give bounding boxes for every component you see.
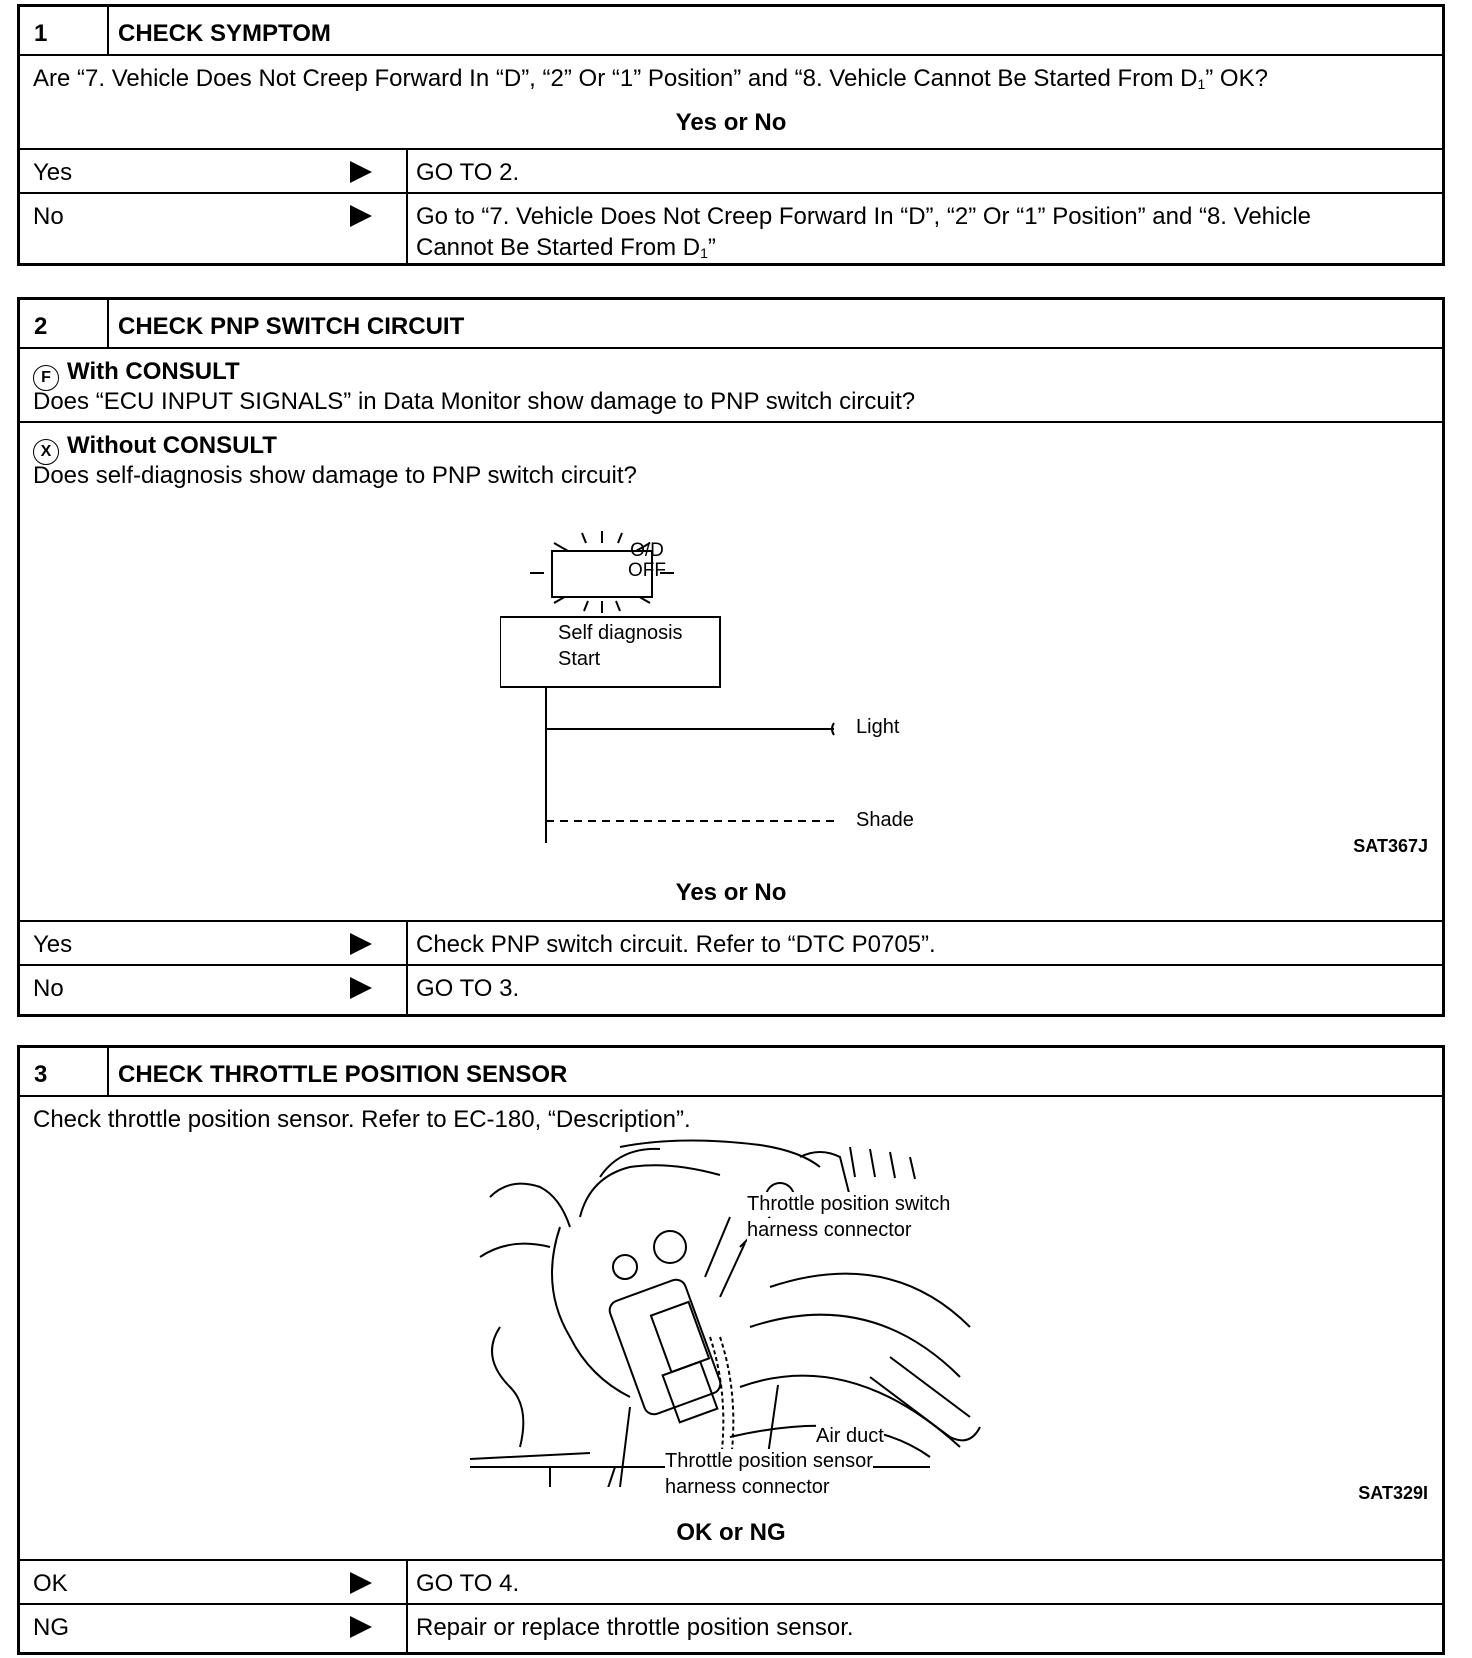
step3-ng-action: Repair or replace throttle position sensor. [416,1614,854,1641]
step3-ng-label: NG [33,1614,69,1641]
tp-sensor-connector-label-line2: harness connector [665,1476,830,1498]
step3-text: Check throttle position sensor. Refer to EC-180, “Description”. [33,1106,691,1133]
box-label-line2: Start [558,648,601,670]
step3-ok-divider [406,1561,408,1605]
throttle-sensor-illustration [470,1137,1000,1487]
step2-yes-divider [406,922,408,966]
step2-noconsult-text: Does self-diagnosis show damage to PNP switch circuit? [33,462,637,489]
tp-switch-connector-label-line2: harness connector [747,1219,912,1241]
step1-no-action-line1: Go to “7. Vehicle Does Not Creep Forward In “D”, “2” Or “1” Position” and “8. Vehicle [416,203,1312,230]
step2-divider [107,300,109,347]
tp-switch-connector-label-line1: Throttle position switch [747,1193,951,1215]
step1-box [17,4,1445,266]
arrow-icon [350,933,372,955]
step3-box [17,1045,1445,1655]
step3-ok-row [20,1559,1442,1605]
step1-no-action-line2: Cannot Be Started From $D_1$” [416,234,716,261]
step1-no-row [20,192,1442,263]
step2-consult-row [20,347,1442,423]
step3-ok-label: OK [33,1570,68,1597]
step2-yes-action: Check PNP switch circuit. Refer to “DTC P0705”. [416,931,936,958]
arrow-icon [350,1572,372,1594]
lamp-label-od: O/D [630,540,664,561]
step1-number: 1 [34,20,48,47]
step2-no-action: GO TO 3. [416,975,520,1002]
step1-divider [107,7,109,54]
step2-consult-heading: F With CONSULT [33,358,240,391]
step1-title: CHECK SYMPTOM [118,20,331,47]
step2-yes-label: Yes [33,931,73,958]
step1-question-row [20,54,1442,150]
shade-label: Shade [856,809,914,831]
step2-prompt: Yes or No [675,879,787,906]
step2-noconsult-heading: X Without CONSULT [33,432,277,465]
step3-prompt: OK or NG [676,1519,786,1546]
step1-yes-row [20,148,1442,194]
step2-no-row [20,964,1442,1014]
step1-yes-label: Yes [33,159,73,186]
air-duct-label: Air duct [816,1425,884,1447]
step1-yes-action: GO TO 2. [416,159,520,186]
tp-sensor-connector-label-line1: Throttle position sensor [665,1450,873,1472]
no-consult-icon: X [33,439,59,465]
step1-no-divider [406,194,408,263]
step3-divider [107,1048,109,1095]
step2-yes-row [20,920,1442,966]
step3-ng-divider [406,1605,408,1652]
arrow-icon [350,977,372,999]
figure-code: SAT329I [1358,1483,1428,1503]
step2-no-label: No [33,975,64,1002]
light-label: Light [856,716,900,738]
step1-question: Are “7. Vehicle Does Not Creep Forward In “D”, “2” Or “1” Position” and “8. Vehicle Cannot Be Started From $D_1$” OK? [33,65,1268,92]
step3-number: 3 [34,1061,48,1088]
step1-yes-divider [406,150,408,194]
diagram-code: SAT367J [1353,836,1428,856]
step3-title: CHECK THROTTLE POSITION SENSOR [118,1061,568,1088]
step1-no-label: No [33,203,64,230]
step2-consult-text: Does “ECU INPUT SIGNALS” in Data Monitor show damage to PNP switch circuit? [33,388,916,415]
step2-title: CHECK PNP SWITCH CIRCUIT [118,313,465,340]
consult-icon: F [33,365,59,391]
arrow-icon [350,205,372,227]
step3-body-row [20,1095,1442,1561]
step2-box [17,297,1445,1017]
step3-ok-action: GO TO 4. [416,1570,520,1597]
step2-noconsult-row [20,421,1442,922]
step1-prompt: Yes or No [675,109,787,136]
step2-number: 2 [34,313,48,340]
box-label-line1: Self diagnosis [558,622,683,644]
step3-ng-row [20,1603,1442,1652]
lamp-label-off: OFF [628,560,666,581]
arrow-icon [350,1616,372,1638]
arrow-icon [350,161,372,183]
step2-no-divider [406,966,408,1014]
